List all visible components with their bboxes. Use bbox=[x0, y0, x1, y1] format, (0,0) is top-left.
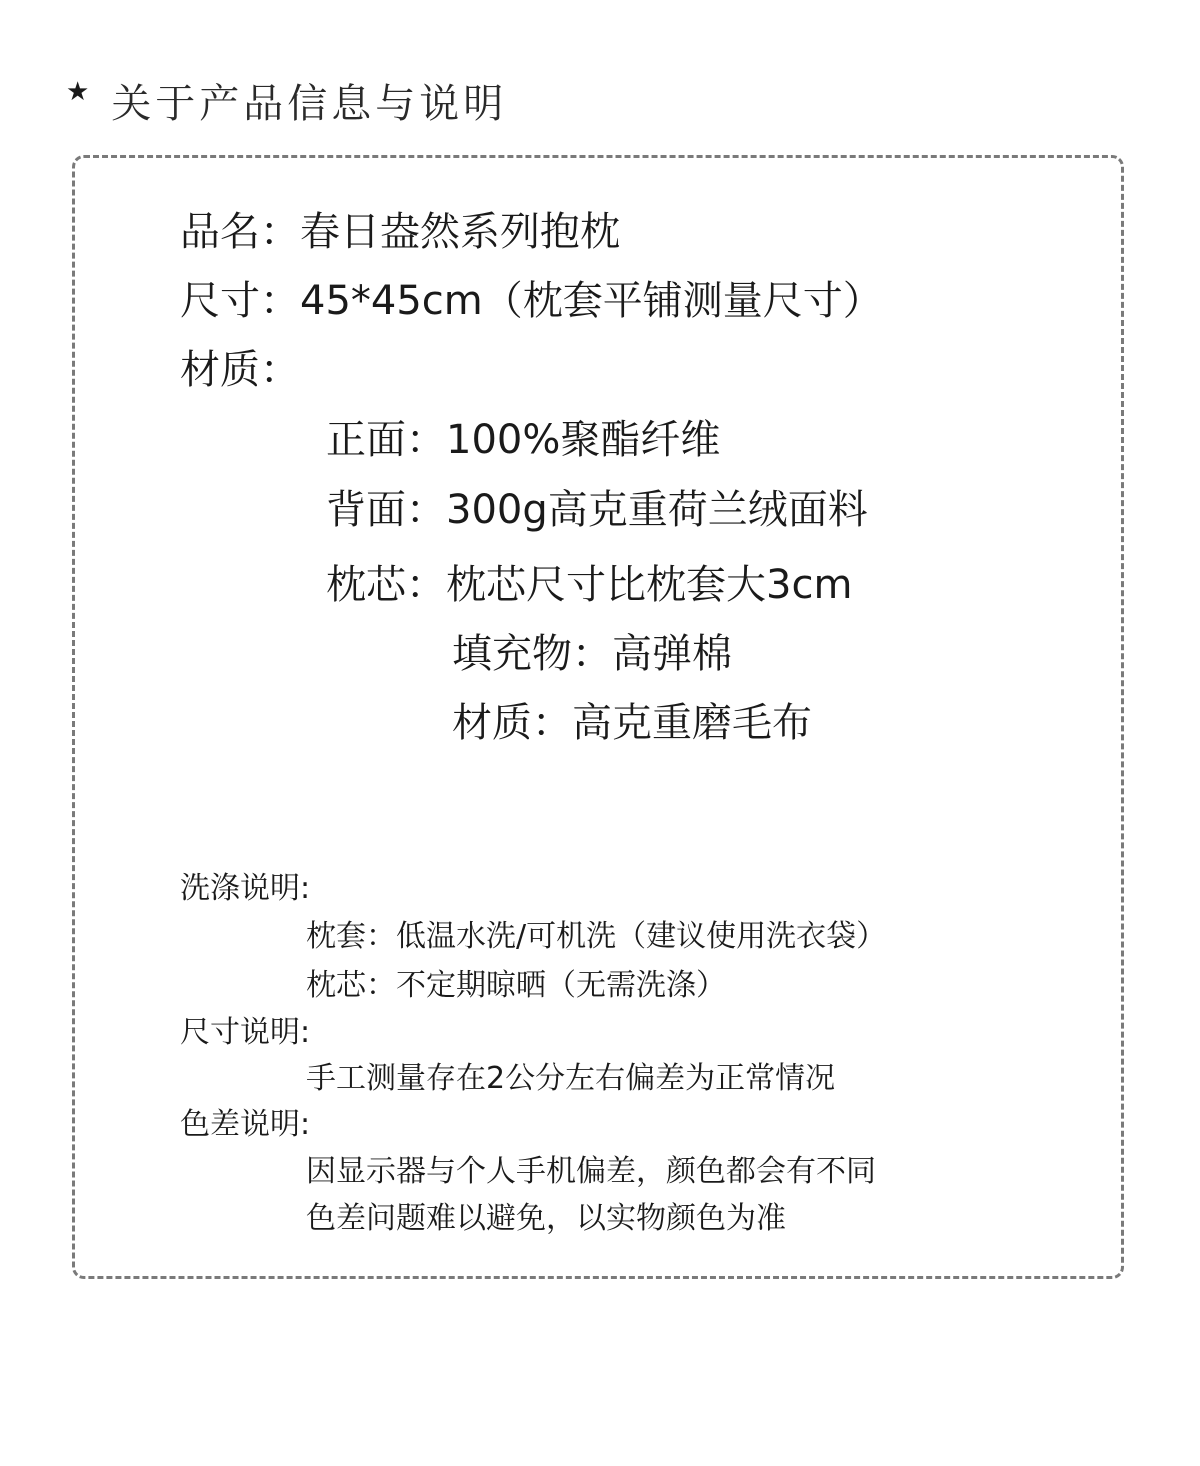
section-header bbox=[66, 70, 507, 130]
wash-title: 洗涤说明: bbox=[180, 871, 311, 906]
back-label: 背面： bbox=[326, 487, 446, 533]
color-note-line-1: 因显示器与个人手机偏差，颜色都会有不同 bbox=[306, 1154, 876, 1189]
product-name-label: 品名： bbox=[180, 209, 300, 255]
core-material-label: 材质： bbox=[452, 700, 572, 746]
core-row bbox=[326, 562, 853, 608]
product-material-label: 材质： bbox=[180, 347, 300, 393]
size-note-title: 尺寸说明: bbox=[180, 1015, 311, 1050]
front-label: 正面： bbox=[326, 417, 446, 463]
product-size-row bbox=[180, 278, 883, 324]
back-row bbox=[326, 487, 868, 533]
size-note-text: 手工测量存在2公分左右偏差为正常情况 bbox=[306, 1061, 836, 1096]
core-material-row bbox=[452, 700, 812, 746]
wash-core-value: 不定期晾晒（无需洗涤） bbox=[396, 968, 726, 1003]
product-name-value: 春日盎然系列抱枕 bbox=[300, 209, 620, 255]
core-material-value: 高克重磨毛布 bbox=[572, 700, 812, 746]
wash-core-row bbox=[306, 968, 726, 1003]
color-note-title: 色差说明: bbox=[180, 1107, 311, 1142]
filling-value: 高弹棉 bbox=[612, 631, 732, 677]
back-value: 300g高克重荷兰绒面料 bbox=[446, 487, 868, 533]
front-value: 100%聚酯纤维 bbox=[446, 417, 721, 463]
wash-cover-value: 低温水洗/可机洗（建议使用洗衣袋） bbox=[396, 919, 887, 954]
front-row bbox=[326, 417, 721, 463]
wash-cover-label: 枕套： bbox=[306, 919, 396, 954]
star-icon: ★ bbox=[66, 77, 90, 107]
product-size-label: 尺寸： bbox=[180, 278, 300, 324]
filling-row bbox=[452, 631, 732, 677]
core-label: 枕芯： bbox=[326, 562, 446, 608]
product-size-value: 45*45cm（枕套平铺测量尺寸） bbox=[300, 278, 883, 324]
wash-cover-row bbox=[306, 919, 887, 954]
product-material-row bbox=[180, 347, 300, 393]
filling-label: 填充物： bbox=[452, 631, 612, 677]
product-name-row bbox=[180, 209, 620, 255]
core-value: 枕芯尺寸比枕套大3cm bbox=[446, 562, 853, 608]
wash-core-label: 枕芯： bbox=[306, 968, 396, 1003]
color-note-line-2: 色差问题难以避免，以实物颜色为准 bbox=[306, 1201, 786, 1236]
section-title: 关于产品信息与说明 bbox=[111, 80, 508, 127]
